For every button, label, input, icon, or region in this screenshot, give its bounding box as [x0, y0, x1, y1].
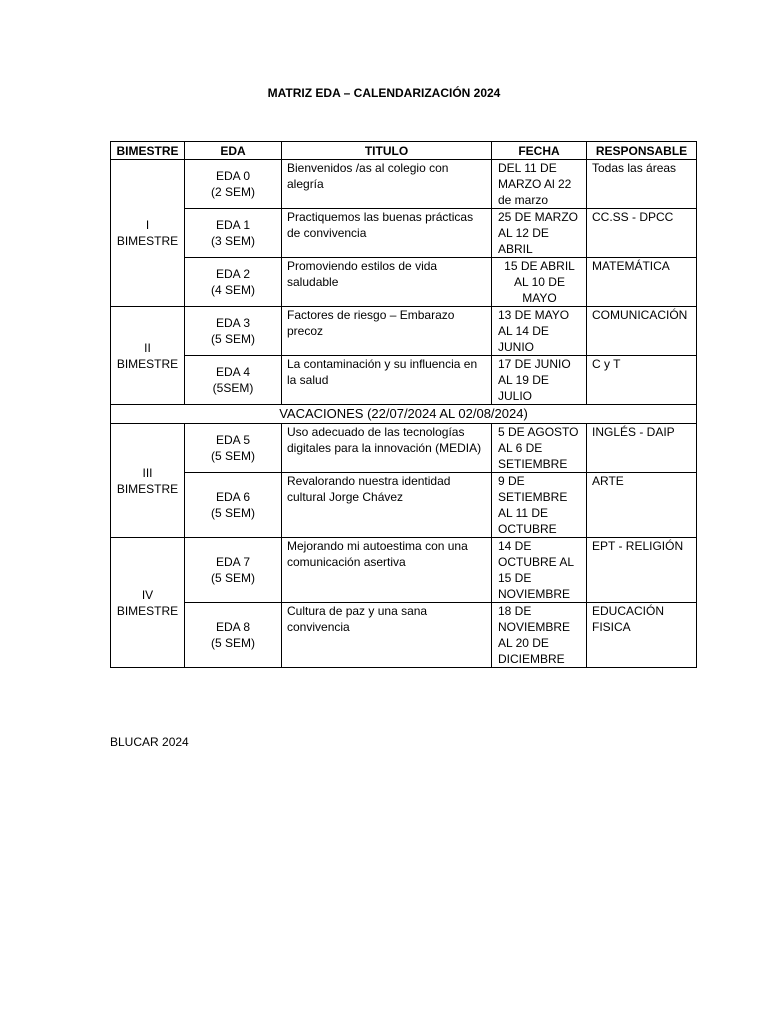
table-row [111, 473, 697, 538]
eda-name: EDA 2 [215, 267, 251, 281]
fecha-cell: 9 DE SETIEMBRE AL 11 DE OCTUBRE [492, 473, 587, 538]
eda-name: EDA 5 [215, 433, 251, 447]
eda-cell [185, 209, 282, 258]
table-row [111, 160, 697, 209]
eda-duration: (5 SEM) [210, 571, 255, 585]
table-row [111, 209, 697, 258]
eda-cell [185, 473, 282, 538]
fecha-cell: DEL 11 DE MARZO Al 22 de marzo [492, 160, 587, 209]
header-titulo: TITULO [282, 142, 492, 160]
table-row [111, 538, 697, 603]
titulo-cell: Factores de riesgo – Embarazo precoz [282, 307, 492, 356]
eda-cell [185, 160, 282, 209]
responsable-cell: C y T [587, 356, 697, 405]
table-row [111, 603, 697, 668]
responsable-cell: INGLÉS - DAIP [587, 424, 697, 473]
titulo-cell: Cultura de paz y una sana convivencia [282, 603, 492, 668]
page-title: MATRIZ EDA – CALENDARIZACIÓN 2024 [267, 86, 501, 100]
bimestre-number: IV [141, 587, 154, 602]
titulo-cell: Practiquemos las buenas prácticas de convivencia [282, 209, 492, 258]
fecha-cell: 18 DE NOVIEMBRE AL 20 DE DICIEMBRE [492, 603, 587, 668]
eda-cell [185, 356, 282, 405]
bimestre-label: BIMESTRE [116, 356, 179, 371]
header-bimestre: BIMESTRE [111, 142, 185, 160]
header-responsable: RESPONSABLE [587, 142, 697, 160]
table-row [111, 356, 697, 405]
eda-cell [185, 603, 282, 668]
eda-name: EDA 3 [215, 316, 251, 330]
responsable-cell: COMUNICACIÓN [587, 307, 697, 356]
bimestre-cell [111, 538, 185, 668]
responsable-cell: MATEMÁTICA [587, 258, 697, 307]
fecha-cell: 25 DE MARZO AL 12 DE ABRIL [492, 209, 587, 258]
eda-duration: (5 SEM) [210, 449, 255, 463]
table-row [111, 258, 697, 307]
fecha-cell: 15 DE ABRIL AL 10 DE MAYO [492, 258, 587, 307]
titulo-cell: Uso adecuado de las tecnologías digitales para la innovación (MEDIA) [282, 424, 492, 473]
fecha-cell: 17 DE JUNIO AL 19 DE JULIO [492, 356, 587, 405]
bimestre-number: I [145, 218, 150, 232]
titulo-cell: Revalorando nuestra identidad cultural Jorge Chávez [282, 473, 492, 538]
titulo-cell: La contaminación y su influencia en la salud [282, 356, 492, 405]
eda-duration: (2 SEM) [210, 185, 255, 199]
bimestre-number: II [144, 340, 151, 355]
vacaciones-cell: VACACIONES (22/07/2024 AL 02/08/2024) [111, 405, 697, 424]
fecha-cell: 5 DE AGOSTO AL 6 DE SETIEMBRE [492, 424, 587, 473]
calendar-table [110, 141, 697, 668]
responsable-cell: CC.SS - DPCC [587, 209, 697, 258]
eda-name: EDA 6 [215, 490, 251, 504]
eda-duration: (5 SEM) [210, 506, 255, 520]
eda-cell [185, 307, 282, 356]
eda-name: EDA 8 [215, 620, 251, 634]
bimestre-cell [111, 307, 185, 405]
eda-name: EDA 7 [215, 555, 251, 569]
bimestre-label: BIMESTRE [116, 234, 179, 248]
titulo-cell: Bienvenidos /as al colegio con alegría [282, 160, 492, 209]
fecha-cell: 14 DE OCTUBRE AL 15 DE NOVIEMBRE [492, 538, 587, 603]
eda-cell [185, 538, 282, 603]
responsable-cell: EDUCACIÓN FISICA [587, 603, 697, 668]
bimestre-label: BIMESTRE [116, 481, 179, 496]
header-eda: EDA [185, 142, 282, 160]
eda-name: EDA 1 [215, 218, 251, 232]
table-row [111, 307, 697, 356]
titulo-cell: Promoviendo estilos de vida saludable [282, 258, 492, 307]
vacaciones-row [111, 405, 697, 424]
eda-duration: (5 SEM) [210, 636, 255, 650]
table-row [111, 424, 697, 473]
eda-cell [185, 258, 282, 307]
responsable-cell: EPT - RELIGIÓN [587, 538, 697, 603]
bimestre-number: III [142, 465, 153, 480]
fecha-cell: 13 DE MAYO AL 14 DE JUNIO [492, 307, 587, 356]
responsable-cell: ARTE [587, 473, 697, 538]
titulo-cell: Mejorando mi autoestima con una comunicación asertiva [282, 538, 492, 603]
eda-duration: (5SEM) [212, 381, 254, 395]
eda-cell [185, 424, 282, 473]
eda-duration: (4 SEM) [210, 283, 255, 297]
responsable-cell: Todas las áreas [587, 160, 697, 209]
bimestre-label: BIMESTRE [116, 603, 179, 618]
header-row [111, 142, 697, 160]
eda-duration: (3 SEM) [210, 234, 255, 248]
eda-name: EDA 0 [215, 169, 251, 183]
bimestre-cell [111, 424, 185, 538]
header-fecha: FECHA [492, 142, 587, 160]
eda-name: EDA 4 [215, 365, 251, 379]
eda-duration: (5 SEM) [210, 332, 255, 346]
bimestre-cell [111, 160, 185, 307]
footer-text: BLUCAR 2024 [110, 735, 189, 749]
